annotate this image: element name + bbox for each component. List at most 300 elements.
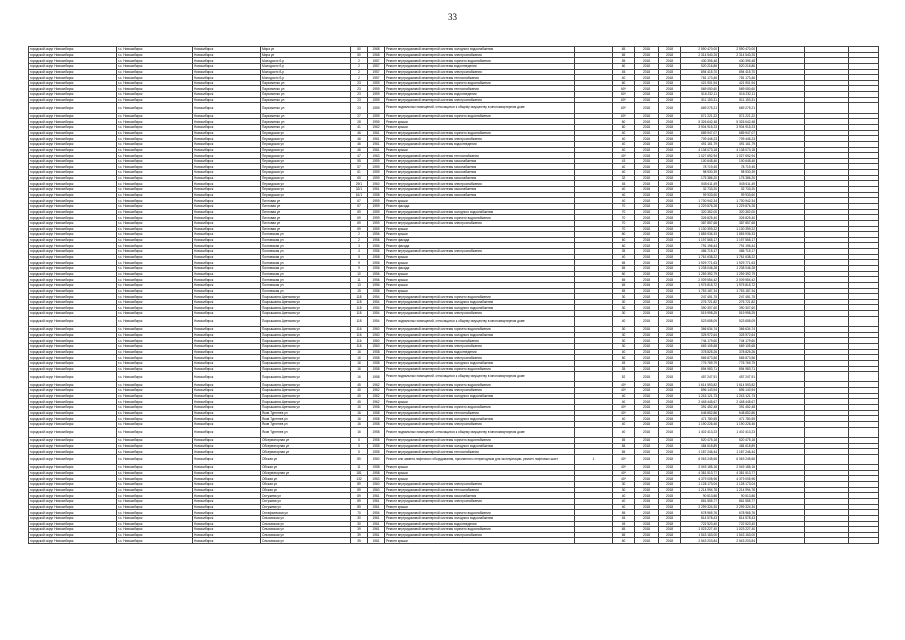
table-cell: городской округ Новосибирск <box>29 271 117 277</box>
table-cell: городской округ Новосибирск <box>29 349 117 355</box>
table-cell-empty <box>805 372 849 382</box>
table-cell: Обская ул <box>261 476 351 482</box>
table-cell: 325 972,64 <box>681 332 719 338</box>
table-cell: Новосибирск <box>193 421 261 427</box>
table-cell: 2018 <box>635 147 659 153</box>
table-cell: Новосибирск <box>193 271 261 277</box>
table-cell: городской округ Новосибирск <box>29 311 117 317</box>
table-cell: Ремонт внутридомовой инженерной системы электроснабжения <box>385 421 575 427</box>
table-cell: 32 733,20 <box>719 187 757 193</box>
table-cell: 65 <box>613 437 635 443</box>
table-cell: 569 050,60 <box>681 86 719 92</box>
table-cell: 40 <box>613 136 635 142</box>
table-cell: городской округ Новосибирск <box>29 282 117 288</box>
table-cell: Новосибирск <box>193 343 261 349</box>
table-cell: 2018 <box>659 427 681 437</box>
table-cell: г.о. Новосибирск <box>117 203 193 209</box>
table-cell: Ремонт внутридомовой инженерной системы горячего водоснабжения <box>385 527 575 533</box>
table-cell: 1956 <box>368 237 385 243</box>
table-cell: 2018 <box>635 226 659 232</box>
table-cell: 2018 <box>659 75 681 81</box>
table-cell: городской округ Новосибирск <box>29 327 117 333</box>
table-cell: 1960 <box>368 181 385 187</box>
table-cell: г.о. Новосибирск <box>117 215 193 221</box>
table-cell: городской округ Новосибирск <box>29 372 117 382</box>
table-cell: 2018 <box>635 294 659 300</box>
table-cell: 100 648,46 <box>719 158 757 164</box>
table-cell: 2018 <box>659 170 681 176</box>
table-cell: 5 326 642,48 <box>719 119 757 125</box>
table-cell: 545 611,49 <box>681 181 719 187</box>
table-cell-empty <box>805 538 849 544</box>
table-cell: 1 761 638,22 <box>681 254 719 260</box>
table-cell: Новосибирск <box>193 158 261 164</box>
table-cell: 1958 <box>368 254 385 260</box>
table-cell: Покрышкина-Цветкова ул <box>261 316 351 326</box>
table-cell: 523 658,09 <box>681 316 719 326</box>
table-cell: 1957 <box>368 63 385 69</box>
table-cell: 60 <box>613 271 635 277</box>
table-cell: 5 <box>351 443 368 449</box>
table-cell: 2 590 470,00 <box>681 47 719 53</box>
table-cell: 9 <box>351 266 368 272</box>
table-cell: 1 402 413,23 <box>681 427 719 437</box>
table-cell: 1961 <box>368 538 385 544</box>
table-cell: Ремонт внутридомовой инженерной системы электроснабжения <box>385 181 575 187</box>
table-cell: 1 130 399,22 <box>719 226 757 232</box>
table-cell: г.о. Новосибирск <box>117 410 193 416</box>
table-cell: Новосибирск <box>193 249 261 255</box>
table-cell: г.о. Новосибирск <box>117 515 193 521</box>
table-cell: 2018 <box>635 482 659 488</box>
table-cell: Новосибирск <box>193 465 261 471</box>
table-cell: 30 <box>613 294 635 300</box>
table-cell: Пархоменко ул <box>261 103 351 113</box>
table-row <box>29 372 879 382</box>
table-cell-empty <box>805 103 849 113</box>
table-cell: 1960 <box>368 343 385 349</box>
table-cell: 65 <box>613 282 635 288</box>
table-cell: 2018 <box>635 470 659 476</box>
table-cell: 1961 <box>368 532 385 538</box>
table-cell: городской округ Новосибирск <box>29 237 117 243</box>
table-cell: 1958 <box>368 372 385 382</box>
table-cell: городской округ Новосибирск <box>29 498 117 504</box>
table-cell: г.о. Новосибирск <box>117 164 193 170</box>
table-cell: 2018 <box>659 192 681 198</box>
table-cell: 52 <box>613 372 635 382</box>
table-cell: Персидская ул <box>261 130 351 136</box>
table-cell: г.о. Новосибирск <box>117 260 193 266</box>
table-cell: 565 873,56 <box>681 355 719 361</box>
table-cell: 2018 <box>635 113 659 119</box>
table-cell: 1 128 173,04 <box>719 482 757 488</box>
table-cell: 814 578,43 <box>681 515 719 521</box>
table-cell: 457 247,91 <box>681 372 719 382</box>
table-cell: 2018 <box>635 465 659 471</box>
table-cell: Ремонт внутридомовой инженерной системы холодного водоснабжения <box>385 360 575 366</box>
table-cell: городской округ Новосибирск <box>29 527 117 533</box>
table-cell: 669 105,68 <box>681 343 719 349</box>
table-cell: г.о. Новосибирск <box>117 226 193 232</box>
table-cell: 4 379 005,96 <box>681 476 719 482</box>
table-cell: г.о. Новосибирск <box>117 47 193 53</box>
table-cell: 27 <box>351 113 368 119</box>
table-cell: городской округ Новосибирск <box>29 75 117 81</box>
table-cell: Обсерваторная ул <box>261 437 351 443</box>
table-cell: 1955 <box>368 437 385 443</box>
table-cell: 1 543 163,00 <box>719 532 757 538</box>
table-cell: 2018 <box>635 232 659 238</box>
table-cell: Остафьевская ул <box>261 510 351 516</box>
table-cell: 2018 <box>659 203 681 209</box>
table-cell: Ремонт внутридомовой инженерной системы холодного водоснабжения <box>385 443 575 449</box>
table-cell: г.о. Новосибирск <box>117 305 193 311</box>
table-cell: 16 <box>351 349 368 355</box>
table-cell: г.о. Новосибирск <box>117 382 193 388</box>
table-cell: Персидская ул <box>261 192 351 198</box>
table-cell: 2018 <box>659 92 681 98</box>
table-cell: г.о. Новосибирск <box>117 266 193 272</box>
table-cell: Пархоменко ул <box>261 97 351 103</box>
table-cell: Полтавская ул <box>261 249 351 255</box>
table-cell: городской округ Новосибирск <box>29 260 117 266</box>
table-cell: 40 <box>613 141 635 147</box>
table-cell: 2018 <box>635 75 659 81</box>
table-cell: городской округ Новосибирск <box>29 305 117 311</box>
table-cell: 65 <box>613 449 635 455</box>
table-cell: г.о. Новосибирск <box>117 532 193 538</box>
table-cell: г.о. Новосибирск <box>117 521 193 527</box>
table-cell: городской округ Новосибирск <box>29 299 117 305</box>
table-cell: 1 929 771,63 <box>719 260 757 266</box>
table-cell: г.о. Новосибирск <box>117 493 193 499</box>
table-cell: 1958 <box>368 192 385 198</box>
table-cell: Новосибирск <box>193 349 261 355</box>
table-cell: 39 <box>351 538 368 544</box>
table-cell: Остужева ул <box>261 504 351 510</box>
table-cell: Ремонт внутридомовой инженерной системы холодного водоснабжения <box>385 332 575 338</box>
table-cell: 78 719,45 <box>719 164 757 170</box>
table-cell: 1954 <box>368 316 385 326</box>
table-cell: 45 <box>613 181 635 187</box>
table-cell: 89 <box>351 454 368 464</box>
table-cell: городской округ Новосибирск <box>29 226 117 232</box>
table-cell: г.о. Новосибирск <box>117 327 193 333</box>
table-cell: 1 187 246,44 <box>719 449 757 455</box>
table-cell: 1959 <box>368 92 385 98</box>
table-cell: Новосибирск <box>193 175 261 181</box>
table-cell-empty <box>757 103 805 113</box>
table-cell: 30 <box>613 487 635 493</box>
table-cell: 40* <box>613 153 635 159</box>
table-cell: 511 153,31 <box>681 97 719 103</box>
table-cell: Новосибирск <box>193 399 261 405</box>
table-cell: Ремонт внутридомовой инженерной системы газоснабжения <box>385 158 575 164</box>
table-cell: 1961 <box>368 136 385 142</box>
table-cell-empty <box>805 454 849 464</box>
table-cell: 2018 <box>635 181 659 187</box>
table-cell: 40 <box>613 493 635 499</box>
table-cell: 40 <box>613 349 635 355</box>
table-cell: г.о. Новосибирск <box>117 232 193 238</box>
table-cell: 1962 <box>368 124 385 130</box>
table-cell: 89 <box>351 498 368 504</box>
table-cell: 1958 <box>368 366 385 372</box>
table-cell: 390 307,60 <box>719 305 757 311</box>
table-cell: г.о. Новосибирск <box>117 421 193 427</box>
table-cell: 40* <box>613 476 635 482</box>
table-cell: г.о. Новосибирск <box>117 158 193 164</box>
table-cell: городской округ Новосибирск <box>29 360 117 366</box>
table-cell: городской округ Новосибирск <box>29 130 117 136</box>
table-cell: 861 555,77 <box>681 498 719 504</box>
table-cell: 1960 <box>368 332 385 338</box>
table-cell: 70 <box>613 220 635 226</box>
table-cell: 118 <box>351 311 368 317</box>
table-cell: Новосибирск <box>193 454 261 464</box>
table-cell: 1 855 936,33 <box>719 232 757 238</box>
table-cell: 50 <box>613 355 635 361</box>
table-cell: 2018 <box>635 209 659 215</box>
table-cell: городской округ Новосибирск <box>29 249 117 255</box>
table-cell: городской округ Новосибирск <box>29 521 117 527</box>
table-cell: Новосибирск <box>193 141 261 147</box>
table-cell: Полтавская ул <box>261 260 351 266</box>
table-cell: городской округ Новосибирск <box>29 92 117 98</box>
table-cell: 391 452,48 <box>681 405 719 411</box>
table-cell: 4 381 513,77 <box>719 470 757 476</box>
table-cell-empty <box>757 454 805 464</box>
table-cell-empty <box>849 103 879 113</box>
table-cell: 65 <box>613 532 635 538</box>
table-cell: 1961 <box>368 187 385 193</box>
table-cell: 3 904 915,23 <box>681 124 719 130</box>
table-cell: 23 <box>351 97 368 103</box>
table-cell: 60* <box>613 86 635 92</box>
table-cell <box>575 103 613 113</box>
table-cell: Ремонт крыши <box>385 119 575 125</box>
table-cell: г.о. Новосибирск <box>117 220 193 226</box>
table-cell: 98 930,39 <box>681 170 719 176</box>
table-cell: 516 232,11 <box>681 92 719 98</box>
table-cell: 16 <box>351 427 368 437</box>
table-cell: 45 <box>351 382 368 388</box>
table-cell: 2018 <box>635 277 659 283</box>
table-cell: 16 <box>351 421 368 427</box>
table-cell: городской округ Новосибирск <box>29 405 117 411</box>
table-cell: 40* <box>613 465 635 471</box>
table-cell: 2018 <box>635 538 659 544</box>
table-cell: г.о. Новосибирск <box>117 58 193 64</box>
table-cell: 1958 <box>368 416 385 422</box>
table-cell: 40 <box>613 192 635 198</box>
table-cell: г.о. Новосибирск <box>117 299 193 305</box>
table-cell: 16 <box>351 355 368 361</box>
table-cell: городской округ Новосибирск <box>29 58 117 64</box>
table-cell: Новосибирск <box>193 449 261 455</box>
table-cell: г.о. Новосибирск <box>117 124 193 130</box>
table-cell: Новосибирск <box>193 198 261 204</box>
table-cell: городской округ Новосибирск <box>29 113 117 119</box>
table-cell: Новосибирск <box>193 527 261 533</box>
table-cell: городской округ Новосибирск <box>29 421 117 427</box>
table-cell: 791 196,44 <box>719 243 757 249</box>
table-cell: 30 <box>351 521 368 527</box>
table-cell: 2018 <box>635 203 659 209</box>
table-cell: Ремонт внутридомовой инженерной системы газоснабжения <box>385 192 575 198</box>
table-cell: 2018 <box>659 187 681 193</box>
table-cell: городской округ Новосибирск <box>29 416 117 422</box>
table-cell: городской округ Новосибирск <box>29 69 117 75</box>
table-cell: Ольховская ул <box>261 527 351 533</box>
table-cell: 45 <box>613 360 635 366</box>
table-cell: Покрышкина-Цветкова ул <box>261 299 351 305</box>
table-cell: Ремонт внутридомовой инженерной системы горячего водоснабжения <box>385 58 575 64</box>
table-cell: 491 161,79 <box>681 141 719 147</box>
table-cell: Ремонт крыши <box>385 260 575 266</box>
table-cell: г.о. Новосибирск <box>117 243 193 249</box>
table-cell: Ремонт подвальных помещений, относящихся к общему имуществу в многоквартирном доме <box>385 103 575 113</box>
table-cell: Покрышкина-Цветкова ул <box>261 360 351 366</box>
table-cell: 2 543 203,84 <box>719 538 757 544</box>
table-cell: 2018 <box>635 349 659 355</box>
table-cell: 30 <box>613 482 635 488</box>
table-cell: Новосибирск <box>193 260 261 266</box>
table-cell: 2018 <box>635 343 659 349</box>
table-cell: 40* <box>613 388 635 394</box>
table-cell: 391 452,48 <box>719 405 757 411</box>
table-cell: Ремонт фасада <box>385 237 575 243</box>
table-cell: городской округ Новосибирск <box>29 482 117 488</box>
table-cell: 776 769,79 <box>681 360 719 366</box>
table-cell: городской округ Новосибирск <box>29 343 117 349</box>
table-cell: 116 <box>351 343 368 349</box>
table-cell <box>575 316 613 326</box>
table-cell: 1959 <box>368 86 385 92</box>
table-cell-empty <box>849 427 879 437</box>
table-cell: г.о. Новосибирск <box>117 427 193 437</box>
table-cell: 1 259 392,79 <box>719 271 757 277</box>
table-row <box>29 103 879 113</box>
table-cell: 2018 <box>659 69 681 75</box>
table-cell: Новосибирск <box>193 316 261 326</box>
table-cell: Новосибирск <box>193 294 261 300</box>
table-cell: 2018 <box>659 220 681 226</box>
table-cell: г.о. Новосибирск <box>117 449 193 455</box>
table-cell: 99 933,60 <box>681 192 719 198</box>
table-cell: 6 063 245,66 <box>719 454 757 464</box>
table-cell: г.о. Новосибирск <box>117 192 193 198</box>
table-cell: городской округ Новосибирск <box>29 338 117 344</box>
table-cell: 1 128 173,04 <box>681 482 719 488</box>
table-cell: Пархоменко ул <box>261 124 351 130</box>
table-cell: 744 179,60 <box>719 338 757 344</box>
table-cell: 2018 <box>635 92 659 98</box>
table-cell: 116 <box>351 338 368 344</box>
table-cell: 1956 <box>368 277 385 283</box>
table-cell: 2018 <box>635 103 659 113</box>
table-cell: городской округ Новосибирск <box>29 454 117 464</box>
table-cell: 1 243 121,73 <box>681 393 719 399</box>
table-cell: Новосибирск <box>193 203 261 209</box>
table-cell: Ремонт внутридомовой инженерной системы газоснабжения <box>385 175 575 181</box>
table-cell: 896 143,94 <box>681 388 719 394</box>
table-cell: Ремонт крыши <box>385 470 575 476</box>
table-cell: Ремонт внутридомовой инженерной системы водоотведения <box>385 141 575 147</box>
table-cell: Новосибирск <box>193 226 261 232</box>
table-cell: Обская ул <box>261 454 351 464</box>
table-cell: городской округ Новосибирск <box>29 86 117 92</box>
table-cell: 60 <box>613 80 635 86</box>
table-cell: Новосибирск <box>193 147 261 153</box>
table-cell: Персидская ул <box>261 175 351 181</box>
table-cell: 2018 <box>659 266 681 272</box>
table-cell: Новосибирск <box>193 470 261 476</box>
table-cell: Ремонт крыши <box>385 504 575 510</box>
table-body <box>29 47 879 544</box>
table-cell: 2018 <box>635 427 659 437</box>
table-cell: г.о. Новосибирск <box>117 372 193 382</box>
table-cell: 43 <box>613 158 635 164</box>
table-cell: Новосибирск <box>193 355 261 361</box>
table-cell: Ремонт внутридомовой инженерной системы электроснабжения <box>385 249 575 255</box>
table-cell: 2018 <box>659 410 681 416</box>
table-cell: Ремонт внутридомовой инженерной системы горячего водоснабжения <box>385 510 575 516</box>
table-cell: 2018 <box>659 465 681 471</box>
table-cell: 2018 <box>635 366 659 372</box>
table-cell: Новосибирск <box>193 498 261 504</box>
table-cell: Ремонт внутридомовой инженерной системы электроснабжения <box>385 482 575 488</box>
table-cell: Новосибирск <box>193 52 261 58</box>
table-cell: Ремонт внутридомовой инженерной системы электроснабжения <box>385 97 575 103</box>
table-cell: Новосибирск <box>193 92 261 98</box>
table-cell: 4 138 073,18 <box>719 147 757 153</box>
table-cell: Полтавская ул <box>261 271 351 277</box>
table-cell: 2018 <box>659 158 681 164</box>
table-cell: Яков Тургенев ул <box>261 421 351 427</box>
table-cell: городской округ Новосибирск <box>29 52 117 58</box>
table-cell: Обсерваторная ул <box>261 443 351 449</box>
table-cell: г.о. Новосибирск <box>117 136 193 142</box>
table-cell: Молодости б-р <box>261 69 351 75</box>
table-cell: 2018 <box>635 299 659 305</box>
table-cell: 2018 <box>659 399 681 405</box>
table-cell: Новосибирск <box>193 437 261 443</box>
table-row <box>29 538 879 544</box>
table-cell: Обская ул <box>261 482 351 488</box>
table-cell: Новосибирск <box>193 187 261 193</box>
table-cell: 1959 <box>368 103 385 113</box>
table-cell: 2018 <box>659 103 681 113</box>
table-cell: 2 <box>351 237 368 243</box>
table-cell: 2018 <box>659 226 681 232</box>
table-cell: г.о. Новосибирск <box>117 187 193 193</box>
table-cell: 1 027 692,94 <box>681 153 719 159</box>
table-cell: 2 <box>351 232 368 238</box>
table-cell: Новосибирск <box>193 311 261 317</box>
table-cell: 2018 <box>659 119 681 125</box>
table-cell: Новосибирск <box>193 86 261 92</box>
table-cell: 2018 <box>635 476 659 482</box>
table-cell: Ремонт внутридомовой инженерной системы водоотведения <box>385 63 575 69</box>
table-cell: Ремонт внутридомовой инженерной системы водоотведения <box>385 349 575 355</box>
table-cell: Ремонт внутридомовой инженерной системы газоснабжения <box>385 493 575 499</box>
table-cell: Пихтовая ул <box>261 198 351 204</box>
table-cell: 61 <box>351 170 368 176</box>
table-cell: 2018 <box>659 515 681 521</box>
table-cell: Молодости б-р <box>261 63 351 69</box>
